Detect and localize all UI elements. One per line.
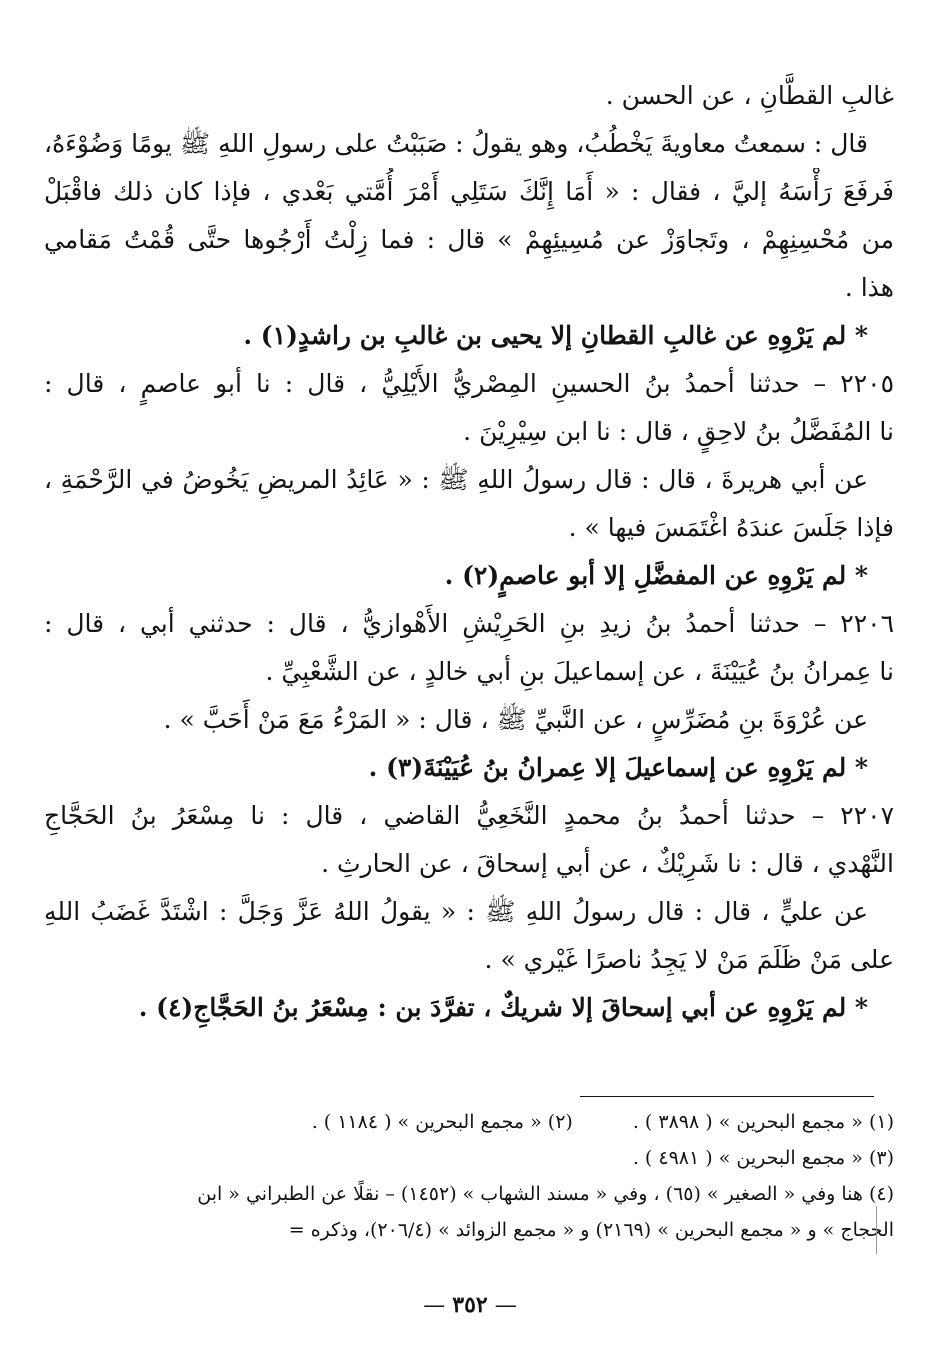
hadith-heading-2207: ٢٢٠٧ – حدثنا أحمدُ بنُ محمدٍ النَّخَعِيُّ القاضي ، قال : نا مِسْعَرُ بنُ الحَجَّاجِ (44, 801, 894, 830)
text-line: فَرفَعَ رَأْسَهُ إليَّ ، فقال : « أَمَا إِنَّكَ سَتَلِي أَمْرَ أُمَّتي بَعْدي ، فإذا كان ذلك فاقْبَلْ (44, 177, 894, 206)
page-number-value: ٣٥٢ (452, 1292, 488, 1318)
page-number: — ٣٥٢ — (423, 1292, 517, 1318)
text-line: نا عِمرانُ بنُ عُيَيْنَةَ ، عن إسماعيلَ بنِ أبي خالدٍ ، عن الشَّعْبِيِّ . (265, 657, 894, 686)
text-line: عن عليٍّ ، قال : قال رسولُ اللهِ ﷺ : « يقولُ اللهُ عَزَّ وَجَلَّ : اشْتَدَّ غَضَبُ اللهِ (44, 897, 868, 926)
hadith-heading-2206: ٢٢٠٦ – حدثنا أحمدُ بنُ زيدِ بنِ الحَرِيْشِ الأَهْوازيُّ ، قال : حدثني أبي ، قال : (44, 609, 894, 638)
hadith-note: * لم يَرْوِهِ عن أبي إسحاقَ إلا شريكٌ ، تفرَّدَ بن : مِسْعَرُ بنُ الحَجَّاجِ(٤) . (138, 993, 868, 1022)
text-line: هذا . (844, 273, 894, 302)
footnote-row (44, 1104, 894, 1140)
text-line: من مُحْسِنِهِمْ ، وتَجاوَزْ عن مُسِيئِهِمْ » قال : فما زِلْتُ أَرْجُوها حتَّى قُمْتُ مَقامي (44, 225, 894, 254)
hadith-note: * لم يَرْوِهِ عن المفضَّلِ إلا أبو عاصمٍ(٢) . (444, 561, 868, 590)
footnotes (44, 1104, 894, 1248)
main-text (44, 72, 894, 1032)
footnote-1: (١) « مجمع البحرين » ( ٣٨٩٨ ) . (632, 1111, 894, 1133)
text-line: نا المُفَضَّلُ بنُ لاحِقٍ ، قال : نا ابن سِيْرِيْنَ . (463, 417, 894, 446)
text-line: فإذا جَلَسَ عندَهُ اغْتَمَسَ فيها » . (568, 513, 894, 542)
text-line: عن عُرْوَةَ بنِ مُضَرِّسٍ ، عن النَّبيِّ ﷺ ، قال : « المَرْءُ مَعَ مَنْ أَحَبَّ » . (163, 705, 868, 734)
footnote-2: (٢) « مجمع البحرين » ( ١١٨٤ ) . (311, 1111, 573, 1133)
footnote-4-line-2: الحجاج » و « مجمع البحرين » (٢١٦٩) و « مجمع الزوائد » (٢٠٦/٤)، وذكره = (288, 1219, 894, 1241)
text-line: النَّهْدي ، قال : نا شَرِيْكٌ ، عن أبي إسحاقَ ، عن الحارثِ . (321, 849, 894, 878)
footnote-4-line-1: (٤) هنا وفي « الصغير » (٦٥) ، وفي « مسند الشهاب » (١٤٥٢) – نقلًا عن الطبراني « ابن (197, 1183, 894, 1205)
text-line: عن أبي هريرةَ ، قال : قال رسولُ اللهِ ﷺ : « عَائِدُ المريضِ يَخُوضُ في الرَّحْمَةِ ، (44, 465, 868, 494)
hadith-note: * لم يَرْوِهِ عن إسماعيلَ إلا عِمرانُ بنُ عُيَيْنَةَ(٣) . (368, 753, 868, 782)
hadith-note: * لم يَرْوِهِ عن غالبِ القطانِ إلا يحيى بن غالبِ بن راشدٍ(١) . (243, 321, 868, 350)
footnote-divider (580, 1096, 874, 1097)
text-line: غالبِ القطَّانِ ، عن الحسن . (605, 81, 894, 110)
text-line: قال : سمعتُ معاويةَ يَخْطُبُ، وهو يقولُ : صَبَبْتُ على رسولِ اللهِ ﷺ يومًا وَضُوْءَهُ، (44, 129, 868, 158)
footnote-3: (٣) « مجمع البحرين » ( ٤٩٨١ ) . (632, 1147, 894, 1169)
margin-mark (876, 1206, 879, 1254)
text-line: على مَنْ ظَلَمَ مَنْ لا يَجِدُ ناصرًا غَيْري » . (484, 945, 894, 974)
hadith-heading-2205: ٢٢٠٥ – حدثنا أحمدُ بنُ الحسينِ المِصْريُّ الأَيْلِيُّ ، قال : نا أبو عاصمٍ ، قال : (44, 369, 894, 398)
